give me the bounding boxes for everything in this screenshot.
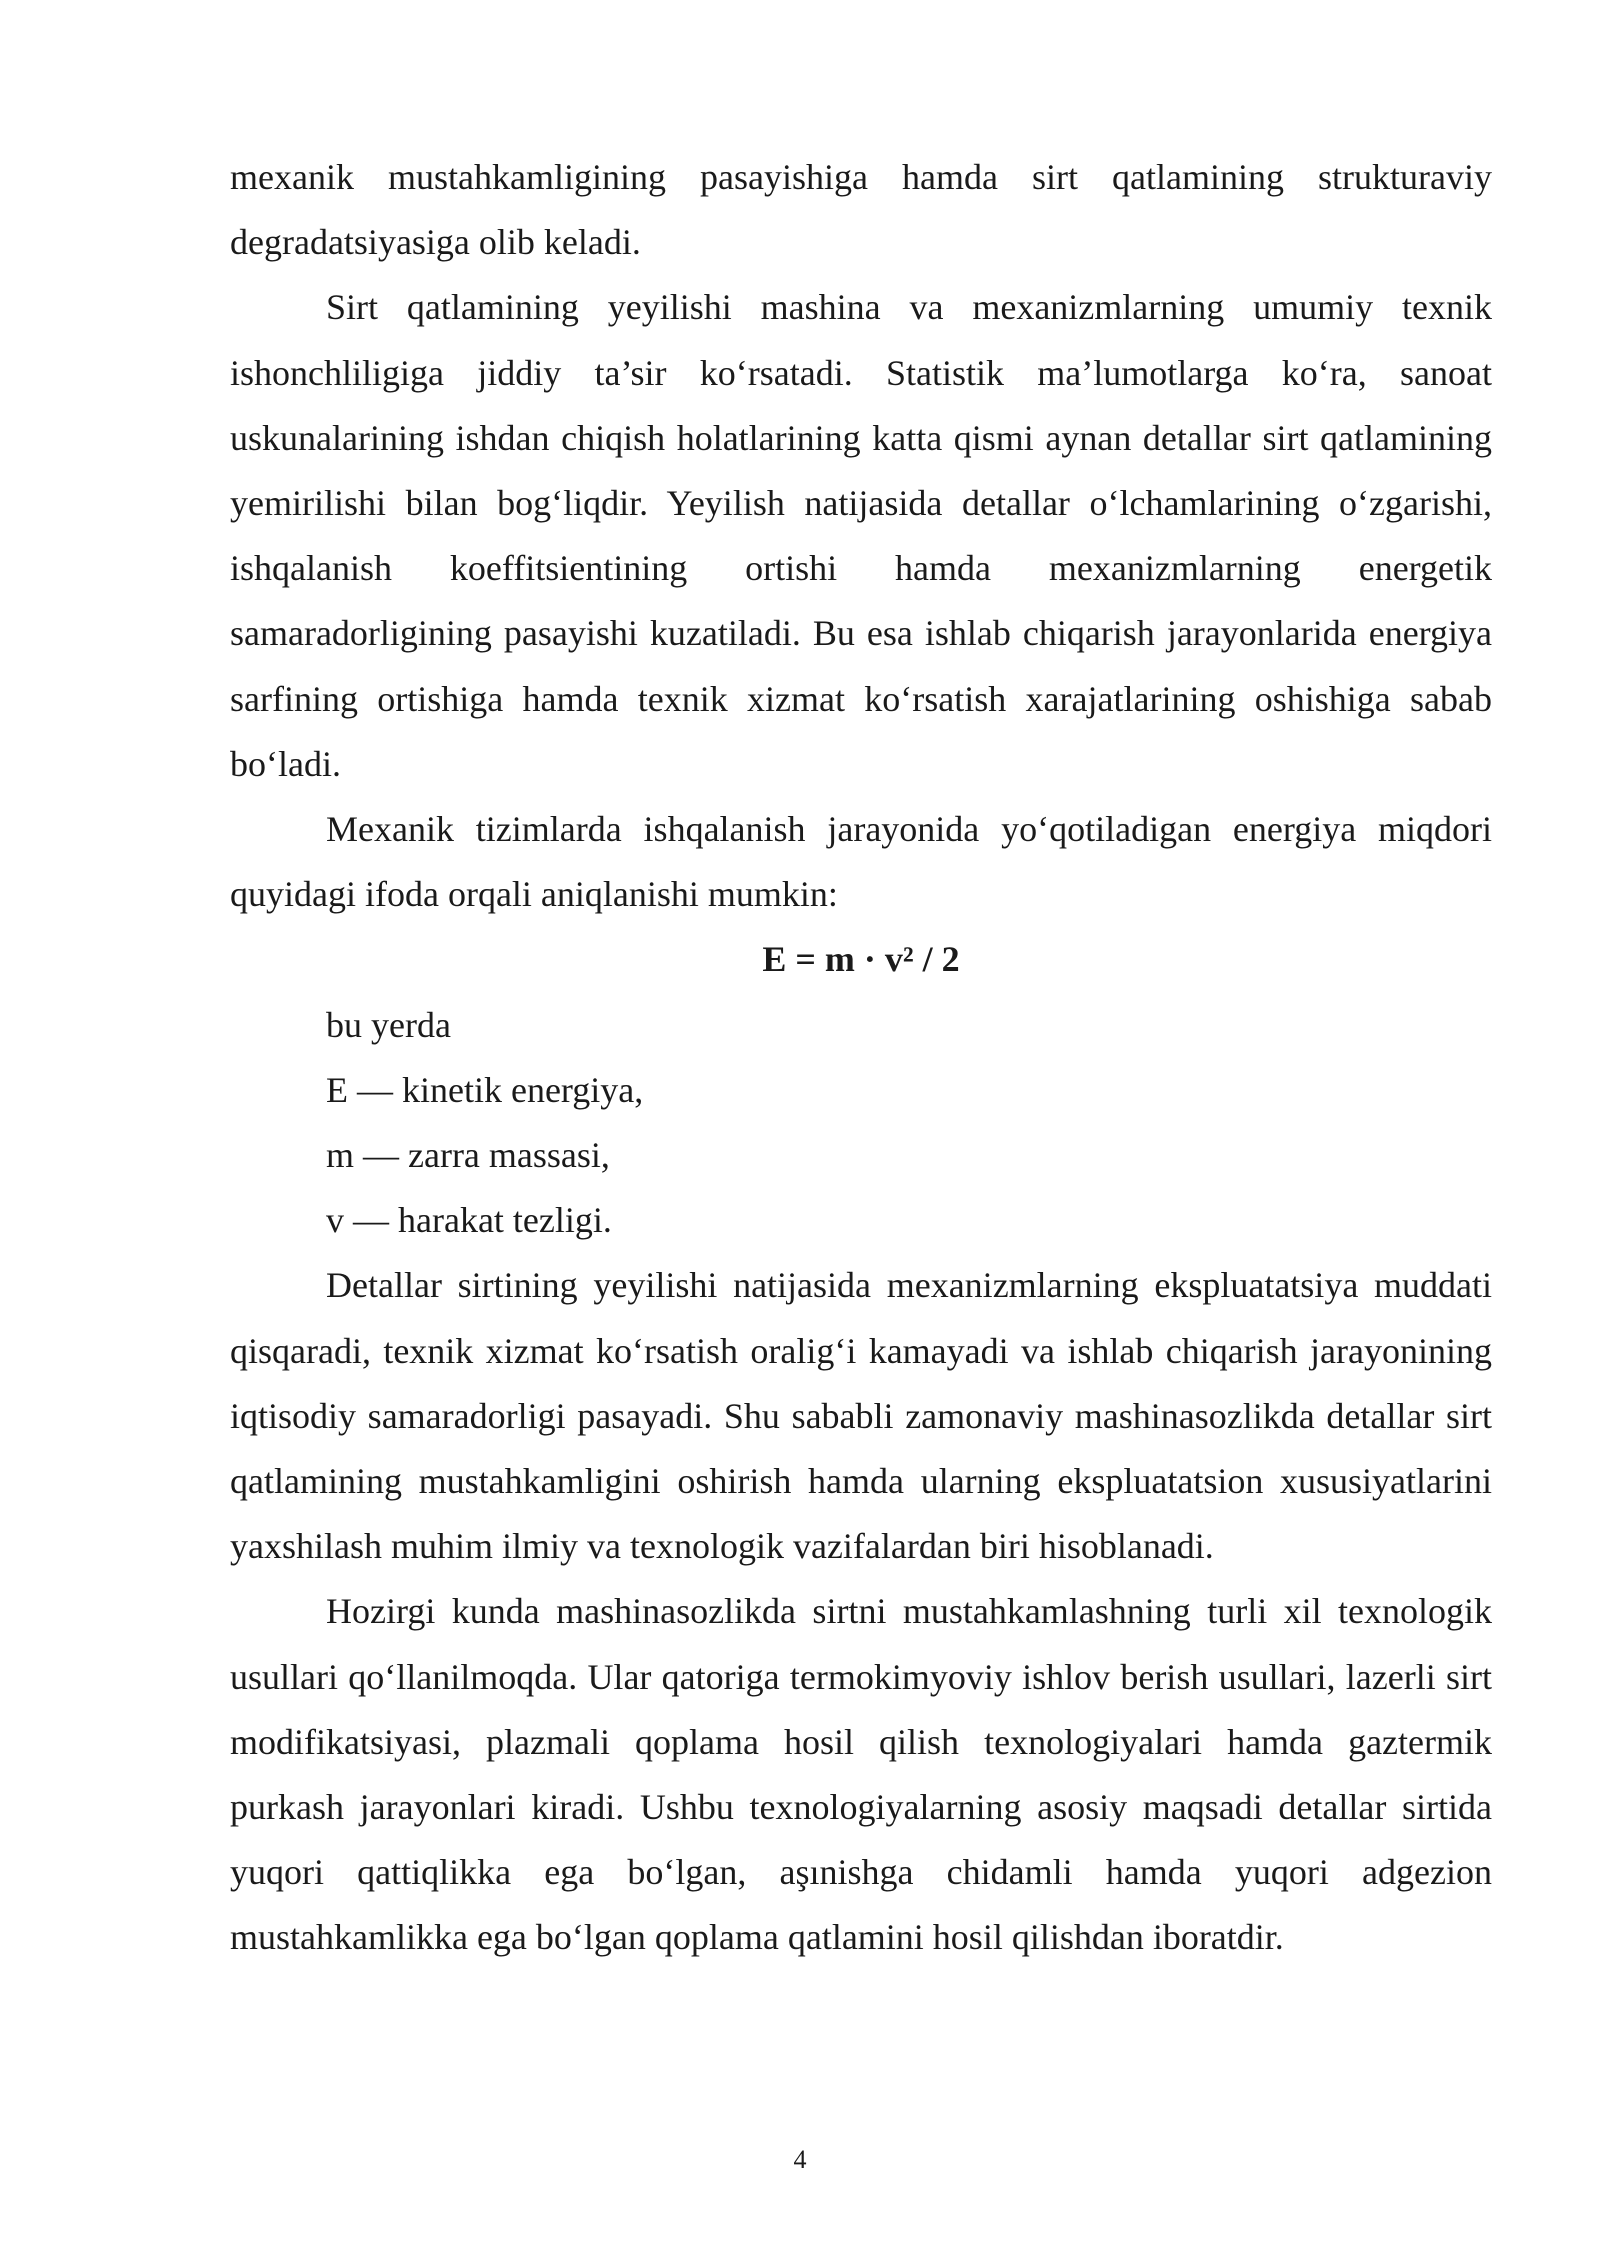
kinetic-energy-formula: E = m · v² / 2	[762, 939, 960, 980]
definition-energy: E — kinetik energiya,	[326, 1069, 644, 1110]
paragraph-continuation: mexanik mustahkamligining pasayishiga hamda sirt qatlamining strukturaviy degradatsiyasiga olib keladi.	[230, 157, 1492, 263]
paragraph-service-life: Detallar sirtining yeyilishi natijasida mexanizmlarning ekspluatatsiya muddati qisqaradi, texnik xizmat ko‘rsatish oralig‘i kamayadi va ishlab chiqarish jarayonining iqtisodiy samaradorligi pasayadi. Shu sababli zamonaviy mashinasozlikda detallar sirt qatlamining mustahkamligini oshirish hamda ularning ekspluatatsion xususiyatlarini yaxshilash muhim ilmiy va texnologik vazifalardan biri hisoblanadi.	[230, 1265, 1492, 1567]
definitions-intro: bu yerda	[326, 1004, 451, 1045]
paragraph-energy-loss-intro: Mexanik tizimlarda ishqalanish jarayonida yo‘qotiladigan energiya miqdori quyidagi ifoda orqali aniqlanishi mumkin:	[230, 809, 1492, 915]
paragraph-wear-reliability: Sirt qatlamining yeyilishi mashina va mexanizmlarning umumiy texnik ishonchliligiga jiddiy ta’sir ko‘rsatadi. Statistik ma’lumotlarga ko‘ra, sanoat uskunalarining ishdan chiqish holatlarining katta qismi aynan detallar sirt qatlamining yemirilishi bilan bog‘liqdir. Yeyilish natijasida detallar o‘lchamlarining o‘zgarishi, ishqalanish koeffitsientining ortishi hamda mexanizmlarning energetik samaradorligining pasayishi kuzatiladi. Bu esa ishlab chiqarish jarayonlarida energiya sarfining ortishiga hamda texnik xizmat ko‘rsatish xarajatlarining oshishiga sabab bo‘ladi.	[230, 287, 1492, 784]
document-page	[230, 145, 1492, 1971]
definition-velocity: v — harakat tezligi.	[326, 1200, 612, 1241]
paragraph-surface-technologies: Hozirgi kunda mashinasozlikda sirtni mustahkamlashning turli xil texnologik usullari qo‘llanilmoqda. Ular qatoriga termokimyoviy ishlov berish usullari, lazerli sirt modifikatsiyasi, plazmali qoplama hosil qilish texnologiyalari hamda gaztermik purkash jarayonlari kiradi. Ushbu texnologiyalarning asosiy maqsadi detallar sirtida yuqori qattiqlikka ega bo‘lgan, aşınishga chidamli hamda yuqori adgezion mustahkamlikka ega bo‘lgan qoplama qatlamini hosil qilishdan iboratdir.	[230, 1591, 1492, 1958]
page-number: 4	[793, 2145, 807, 2174]
definition-mass: m — zarra massasi,	[326, 1135, 610, 1176]
